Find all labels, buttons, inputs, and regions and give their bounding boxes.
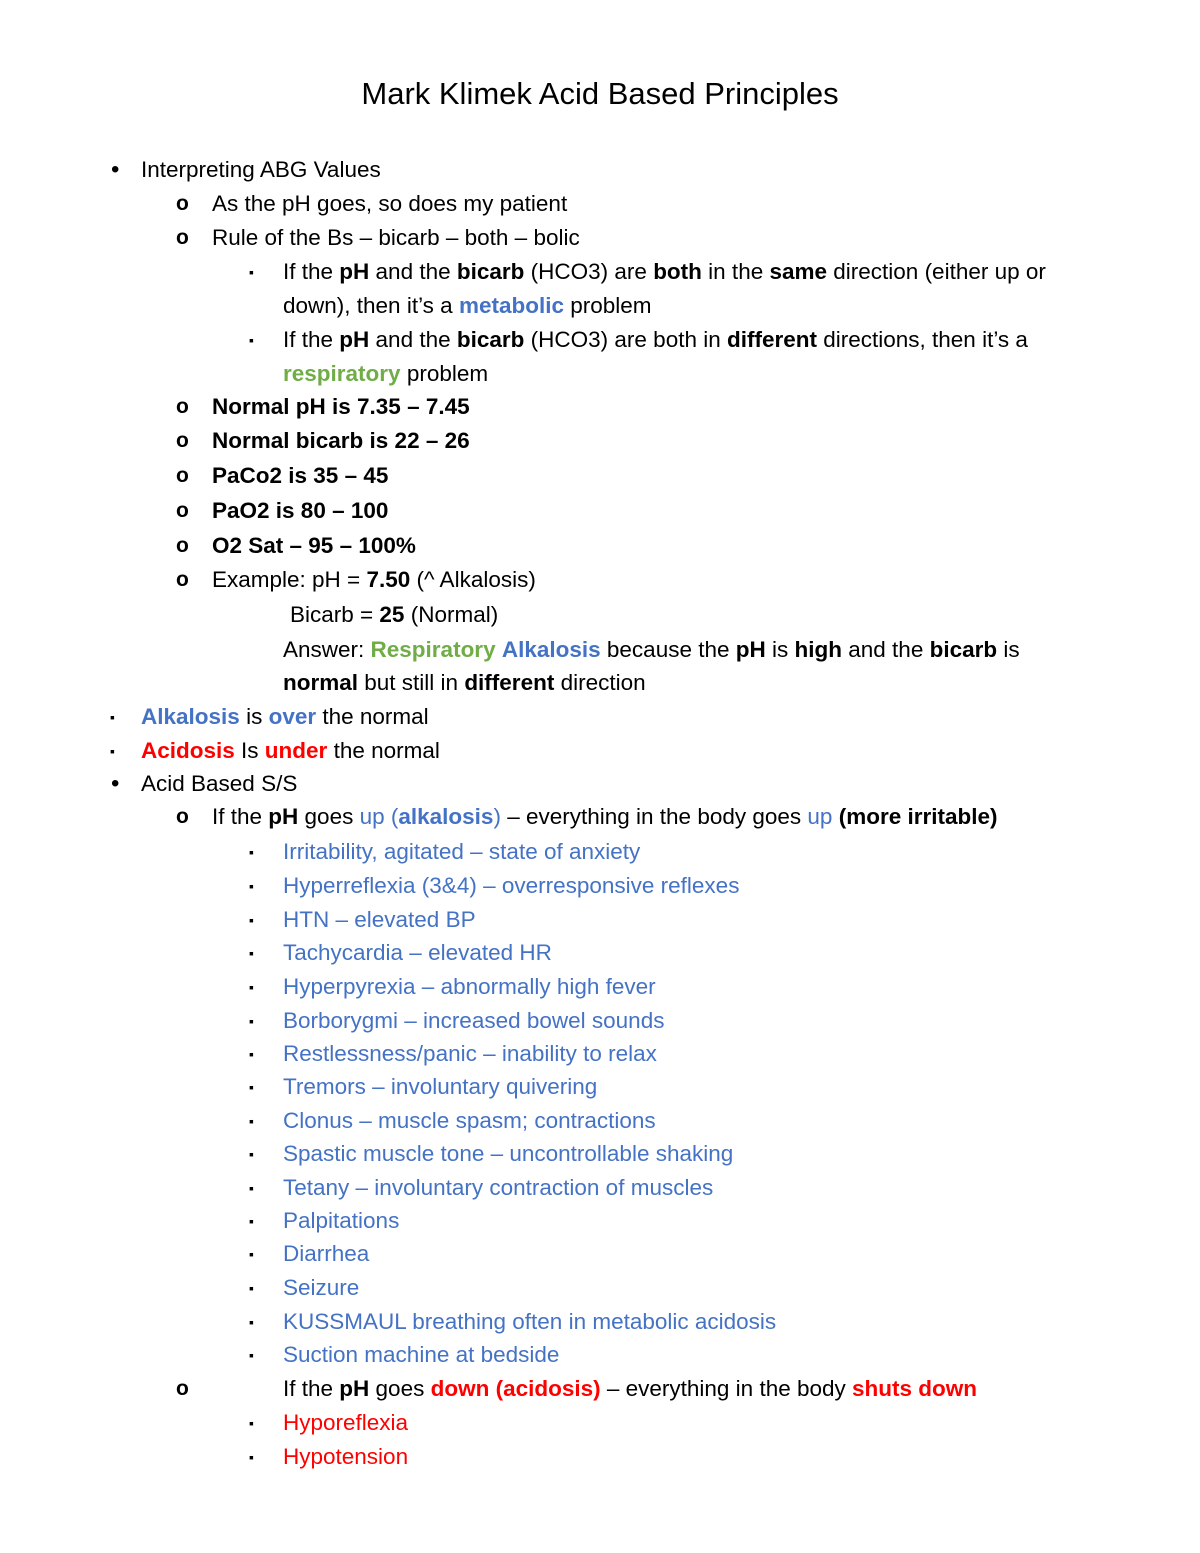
text-run: Normal bicarb is 22 – 26 — [212, 428, 470, 453]
list-item — [141, 153, 381, 187]
text-run: because the — [600, 637, 736, 662]
square-bullet-icon: ▪ — [249, 912, 254, 928]
text-run: problem — [400, 361, 489, 386]
text-run: directions, then it’s a — [816, 327, 1028, 352]
circle-bullet-icon: o — [176, 568, 189, 591]
text-run: As the pH goes, so does my patient — [212, 191, 568, 216]
text-run: bicarb — [929, 637, 998, 662]
list-item — [283, 1237, 369, 1271]
circle-bullet-icon: o — [176, 805, 189, 828]
text-run: 25 — [379, 602, 405, 627]
text-run: high — [794, 637, 843, 662]
list-item — [141, 767, 297, 801]
text-run: Interpreting ABG Values — [141, 157, 381, 182]
text-run: problem — [563, 293, 652, 318]
text-run: KUSSMAUL breathing often in metabolic acidosis — [283, 1309, 777, 1334]
text-run: pH — [735, 637, 766, 662]
list-item — [212, 494, 388, 528]
circle-bullet-icon: o — [176, 395, 189, 418]
text-run: Hyperreflexia (3&4) – overresponsive reflexes — [283, 873, 740, 898]
text-run: Answer: — [283, 637, 371, 662]
list-item — [283, 633, 1020, 667]
text-run: pH — [339, 259, 370, 284]
text-run: Bicarb = — [290, 602, 380, 627]
square-bullet-icon: ▪ — [110, 709, 115, 725]
text-run: Hypotension — [283, 1444, 409, 1469]
list-item — [141, 734, 440, 768]
list-item — [212, 187, 567, 221]
text-run: is — [997, 637, 1020, 662]
square-bullet-icon: ▪ — [249, 1280, 254, 1296]
list-item — [283, 903, 476, 937]
circle-bullet-icon: o — [176, 429, 189, 452]
text-run: Tetany – involuntary contraction of muscles — [283, 1175, 714, 1200]
disc-bullet-icon: • — [111, 770, 120, 797]
text-run: shuts down — [852, 1376, 978, 1401]
list-item — [283, 289, 652, 323]
list-item — [283, 970, 656, 1004]
circle-bullet-icon: o — [176, 226, 189, 249]
text-run: Restlessness/panic – inability to relax — [283, 1041, 657, 1066]
square-bullet-icon: ▪ — [249, 1013, 254, 1029]
text-run: the normal — [316, 704, 429, 729]
list-item — [283, 1204, 399, 1238]
square-bullet-icon: ▪ — [249, 878, 254, 894]
text-run: – everything in the body — [600, 1376, 853, 1401]
text-run: 7.50 — [366, 567, 411, 592]
text-run: both — [653, 259, 702, 284]
text-run: normal — [283, 670, 359, 695]
text-run: HTN – elevated BP — [283, 907, 476, 932]
text-run: respiratory — [283, 361, 401, 386]
circle-bullet-icon: o — [176, 534, 189, 557]
list-item — [212, 529, 416, 563]
text-run: Irritability, agitated – state of anxiety — [283, 839, 641, 864]
text-run: (^ Alkalosis) — [410, 567, 536, 592]
text-run: same — [769, 259, 828, 284]
text-run: PaCo2 is 35 – 45 — [212, 463, 389, 488]
list-item — [283, 1004, 664, 1038]
square-bullet-icon: ▪ — [249, 1213, 254, 1229]
square-bullet-icon: ▪ — [249, 1146, 254, 1162]
list-item — [283, 666, 646, 700]
list-item — [283, 1406, 408, 1440]
page-title: Mark Klimek Acid Based Principles — [361, 76, 839, 111]
text-run: Hyperpyrexia – abnormally high fever — [283, 974, 656, 999]
text-run: If the — [283, 1376, 340, 1401]
text-run: Example: pH = — [212, 567, 367, 592]
list-item — [212, 563, 536, 597]
circle-bullet-icon: o — [176, 1377, 189, 1400]
square-bullet-icon: ▪ — [249, 1415, 254, 1431]
text-run: pH — [339, 327, 370, 352]
square-bullet-icon: ▪ — [249, 1079, 254, 1095]
list-item — [283, 1171, 713, 1205]
square-bullet-icon: ▪ — [249, 844, 254, 860]
text-run: Hyporeflexia — [283, 1410, 409, 1435]
text-run: If the — [283, 259, 340, 284]
text-run: (more irritable) — [838, 804, 998, 829]
text-run: is — [239, 704, 269, 729]
text-run: different — [726, 327, 817, 352]
text-run: Alkalosis — [501, 637, 601, 662]
text-run: Acid Based S/S — [141, 771, 298, 796]
list-item — [283, 1305, 776, 1339]
square-bullet-icon: ▪ — [249, 1246, 254, 1262]
list-item — [283, 323, 1028, 357]
list-item — [212, 800, 998, 834]
list-item — [283, 1271, 359, 1305]
text-run: pH — [268, 804, 299, 829]
text-run: Acidosis — [141, 738, 235, 763]
text-run: PaO2 is 80 – 100 — [212, 498, 389, 523]
text-run: direction — [554, 670, 646, 695]
text-run: – everything in the body goes — [500, 804, 808, 829]
circle-bullet-icon: o — [176, 192, 189, 215]
text-run: O2 Sat – 95 – 100% — [212, 533, 416, 558]
text-run: down (acidosis) — [430, 1376, 601, 1401]
square-bullet-icon: ▪ — [249, 1046, 254, 1062]
text-run: Seizure — [283, 1275, 360, 1300]
text-run: and the — [842, 637, 930, 662]
list-item — [283, 1070, 597, 1104]
square-bullet-icon: ▪ — [249, 1347, 254, 1363]
text-run: Tachycardia – elevated HR — [283, 940, 552, 965]
list-item — [290, 598, 498, 632]
text-run: down), then it’s a — [283, 293, 459, 318]
list-item — [212, 459, 388, 493]
text-run: Palpitations — [283, 1208, 400, 1233]
text-run: pH — [339, 1376, 370, 1401]
text-run: and the — [369, 259, 457, 284]
list-item — [283, 1372, 977, 1406]
text-run: (HCO3) are both in — [524, 327, 727, 352]
text-run: alkalosis — [398, 804, 494, 829]
list-item — [283, 1440, 408, 1474]
list-item — [283, 1137, 733, 1171]
text-run: Is — [234, 738, 265, 763]
text-run: (Normal) — [404, 602, 499, 627]
text-run: If the — [283, 327, 340, 352]
list-item — [283, 835, 640, 869]
text-run: and the — [369, 327, 457, 352]
square-bullet-icon: ▪ — [249, 1449, 254, 1465]
text-run: Alkalosis — [141, 704, 240, 729]
text-run: If the — [212, 804, 269, 829]
list-item — [283, 1104, 656, 1138]
square-bullet-icon: ▪ — [249, 1314, 254, 1330]
square-bullet-icon: ▪ — [110, 743, 115, 759]
text-run: direction (either up or — [827, 259, 1046, 284]
text-run: Respiratory — [370, 637, 496, 662]
list-item — [141, 700, 429, 734]
text-run: Normal pH is 7.35 – 7.45 — [212, 394, 470, 419]
square-bullet-icon: ▪ — [249, 264, 254, 280]
list-item — [283, 255, 1046, 289]
text-run: Tremors – involuntary quivering — [283, 1074, 598, 1099]
text-run: Borborygmi – increased bowel sounds — [283, 1008, 665, 1033]
text-run: in the — [701, 259, 770, 284]
text-run: ) — [493, 804, 501, 829]
text-run: Rule of the Bs – bicarb – both – bolic — [212, 225, 580, 250]
circle-bullet-icon: o — [176, 499, 189, 522]
text-run: under — [264, 738, 328, 763]
list-item — [283, 357, 488, 391]
list-item — [212, 424, 470, 458]
text-run: goes — [298, 804, 360, 829]
text-run: Clonus – muscle spasm; contractions — [283, 1108, 656, 1133]
text-run: is — [765, 637, 795, 662]
list-item — [212, 221, 580, 255]
text-run: Suction machine at bedside — [283, 1342, 560, 1367]
square-bullet-icon: ▪ — [249, 979, 254, 995]
text-run: (HCO3) are — [524, 259, 654, 284]
square-bullet-icon: ▪ — [249, 1113, 254, 1129]
list-item — [212, 390, 470, 424]
list-item — [283, 869, 739, 903]
text-run: bicarb — [456, 327, 525, 352]
circle-bullet-icon: o — [176, 464, 189, 487]
text-run: Spastic muscle tone – uncontrollable shaking — [283, 1141, 734, 1166]
square-bullet-icon: ▪ — [249, 945, 254, 961]
list-item — [283, 1037, 657, 1071]
text-run: metabolic — [458, 293, 564, 318]
square-bullet-icon: ▪ — [249, 332, 254, 348]
text-run: Diarrhea — [283, 1241, 370, 1266]
list-item — [283, 936, 552, 970]
list-item — [283, 1338, 559, 1372]
text-run: bicarb — [456, 259, 525, 284]
square-bullet-icon: ▪ — [249, 1180, 254, 1196]
text-run: over — [268, 704, 317, 729]
text-run: up — [807, 804, 833, 829]
disc-bullet-icon: • — [111, 156, 120, 183]
text-run: up ( — [359, 804, 399, 829]
text-run: goes — [369, 1376, 431, 1401]
text-run: but still in — [358, 670, 465, 695]
text-run: different — [464, 670, 555, 695]
text-run: the normal — [327, 738, 440, 763]
